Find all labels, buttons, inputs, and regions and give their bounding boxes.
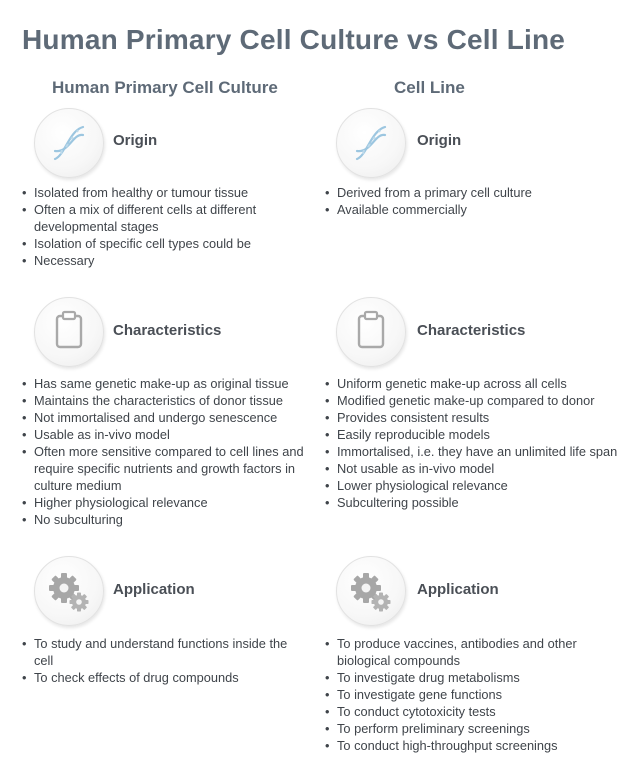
list-item: • Often a mix of different cells at different developmental stages xyxy=(22,201,302,235)
list-item: • Available commercially xyxy=(325,201,625,218)
list-item: • To conduct cytotoxicity tests xyxy=(325,703,625,720)
section-title-application: Application xyxy=(113,581,195,598)
gears-icon xyxy=(336,556,406,626)
section-title-characteristics: Characteristics xyxy=(113,322,222,339)
origin-bullet-list xyxy=(325,184,625,218)
dna-icon xyxy=(336,108,406,178)
list-item: • Provides consistent results xyxy=(325,409,625,426)
list-item: • Often more sensitive compared to cell lines and require specific nutrients and growth factors in culture medium xyxy=(22,443,318,494)
list-item: • Modified genetic make-up compared to donor xyxy=(325,392,625,409)
list-item: • Higher physiological relevance xyxy=(22,494,318,511)
column-heading-primary-culture: Human Primary Cell Culture xyxy=(52,78,278,97)
list-item: • To conduct high-throughput screenings xyxy=(325,737,625,754)
list-item: • Has same genetic make-up as original tissue xyxy=(22,375,318,392)
clipboard-icon xyxy=(336,297,406,367)
list-item: • Immortalised, i.e. they have an unlimited life span xyxy=(325,443,625,460)
list-item: • Derived from a primary cell culture xyxy=(325,184,625,201)
list-item: • Necessary xyxy=(22,252,302,269)
application-bullet-list xyxy=(22,635,300,686)
dna-icon xyxy=(34,108,104,178)
list-item: • Not usable as in-vivo model xyxy=(325,460,625,477)
list-item: • To check effects of drug compounds xyxy=(22,669,300,686)
section-title-characteristics: Characteristics xyxy=(417,322,526,339)
list-item: • To investigate drug metabolisms xyxy=(325,669,625,686)
list-item: • Usable as in-vivo model xyxy=(22,426,318,443)
page-title: Human Primary Cell Culture vs Cell Line xyxy=(22,24,566,55)
list-item: • Isolation of specific cell types could be xyxy=(22,235,302,252)
characteristics-bullet-list xyxy=(22,375,318,528)
list-item: • Lower physiological relevance xyxy=(325,477,625,494)
section-title-origin: Origin xyxy=(417,132,462,149)
list-item: • Subcultering possible xyxy=(325,494,625,511)
list-item: • To produce vaccines, antibodies and other biological compounds xyxy=(325,635,625,669)
list-item: • No subculturing xyxy=(22,511,318,528)
origin-bullet-list xyxy=(22,184,302,269)
list-item: • Maintains the characteristics of donor tissue xyxy=(22,392,318,409)
column-heading-cell-line: Cell Line xyxy=(394,78,465,97)
section-title-application: Application xyxy=(417,581,499,598)
list-item: • Easily reproducible models xyxy=(325,426,625,443)
gears-icon xyxy=(34,556,104,626)
list-item: • Not immortalised and undergo senescence xyxy=(22,409,318,426)
clipboard-icon xyxy=(34,297,104,367)
list-item: • Isolated from healthy or tumour tissue xyxy=(22,184,302,201)
list-item: • To perform preliminary screenings xyxy=(325,720,625,737)
list-item: • Uniform genetic make-up across all cells xyxy=(325,375,625,392)
characteristics-bullet-list xyxy=(325,375,625,511)
section-title-origin: Origin xyxy=(113,132,158,149)
list-item: • To investigate gene functions xyxy=(325,686,625,703)
list-item: • To study and understand functions inside the cell xyxy=(22,635,300,669)
application-bullet-list xyxy=(325,635,625,754)
